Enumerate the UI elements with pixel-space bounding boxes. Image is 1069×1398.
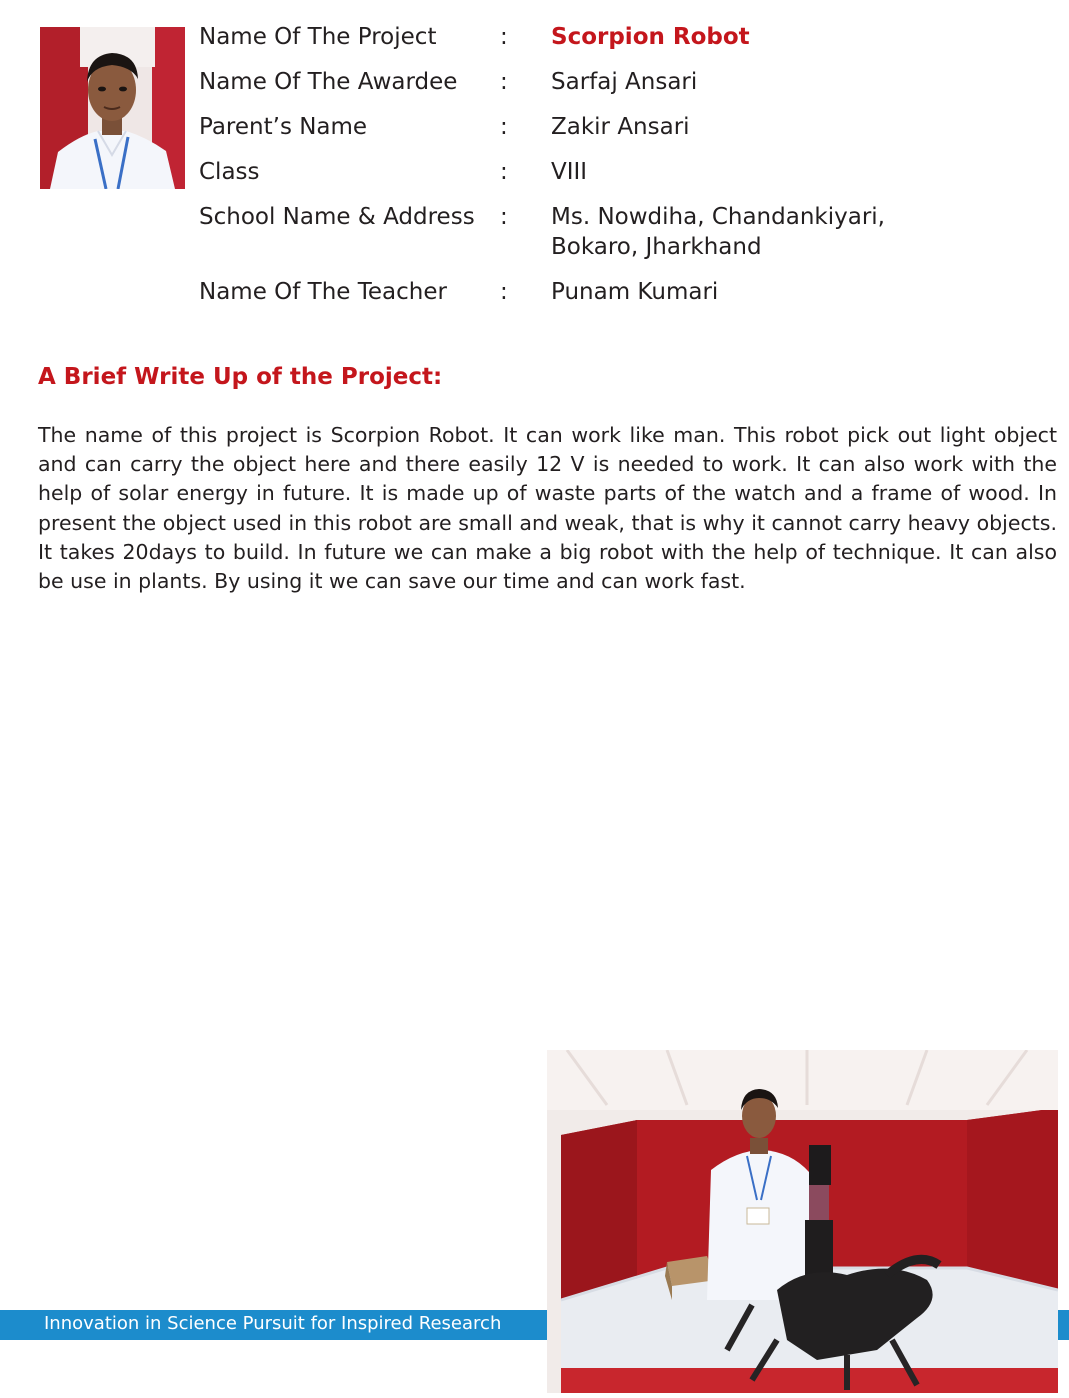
writeup-heading: A Brief Write Up of the Project:	[38, 364, 443, 390]
detail-label: Name Of The Awardee	[199, 69, 458, 95]
detail-colon: :	[500, 159, 508, 185]
detail-label: Class	[199, 159, 260, 185]
detail-colon: :	[500, 114, 508, 140]
teacher-name-value: Punam Kumari	[551, 279, 719, 305]
exhibit-illustration	[547, 1050, 1058, 1393]
detail-colon: :	[500, 279, 508, 305]
scorpion-robot-exhibit-photo	[547, 1050, 1058, 1393]
detail-label: Name Of The Project	[199, 24, 437, 50]
project-name-value: Scorpion Robot	[551, 24, 750, 50]
detail-colon: :	[500, 204, 508, 230]
school-address-line-1: Ms. Nowdiha, Chandankiyari,	[551, 204, 885, 230]
portrait-illustration	[40, 27, 185, 189]
detail-label: School Name & Address	[199, 204, 475, 230]
detail-label: Name Of The Teacher	[199, 279, 447, 305]
detail-label: Parent’s Name	[199, 114, 368, 140]
writeup-body: The name of this project is Scorpion Robot. It can work like man. This robot pick out light object and can carry the object here and there easily 12 V is needed to work. It can also work with the help of solar energy in future. It is made up of waste parts of the watch and a frame of wood. In present the object used in this robot are small and weak, that is why it cannot carry heavy objects. It takes 20days to build. In future we can make a big robot with the help of technique. It can also be use in plants. By using it we can save our time and can work fast.	[38, 423, 1057, 594]
school-address-value	[551, 202, 1011, 262]
awardee-portrait-photo	[40, 27, 185, 189]
awardee-name-value: Sarfaj Ansari	[551, 69, 698, 95]
detail-colon: :	[500, 24, 508, 50]
school-address-line-2: Bokaro, Jharkhand	[551, 234, 762, 260]
detail-colon: :	[500, 69, 508, 95]
footer-tagline: Innovation in Science Pursuit for Inspired Research	[44, 1313, 502, 1334]
class-value: VIII	[551, 159, 588, 185]
parent-name-value: Zakir Ansari	[551, 114, 690, 140]
